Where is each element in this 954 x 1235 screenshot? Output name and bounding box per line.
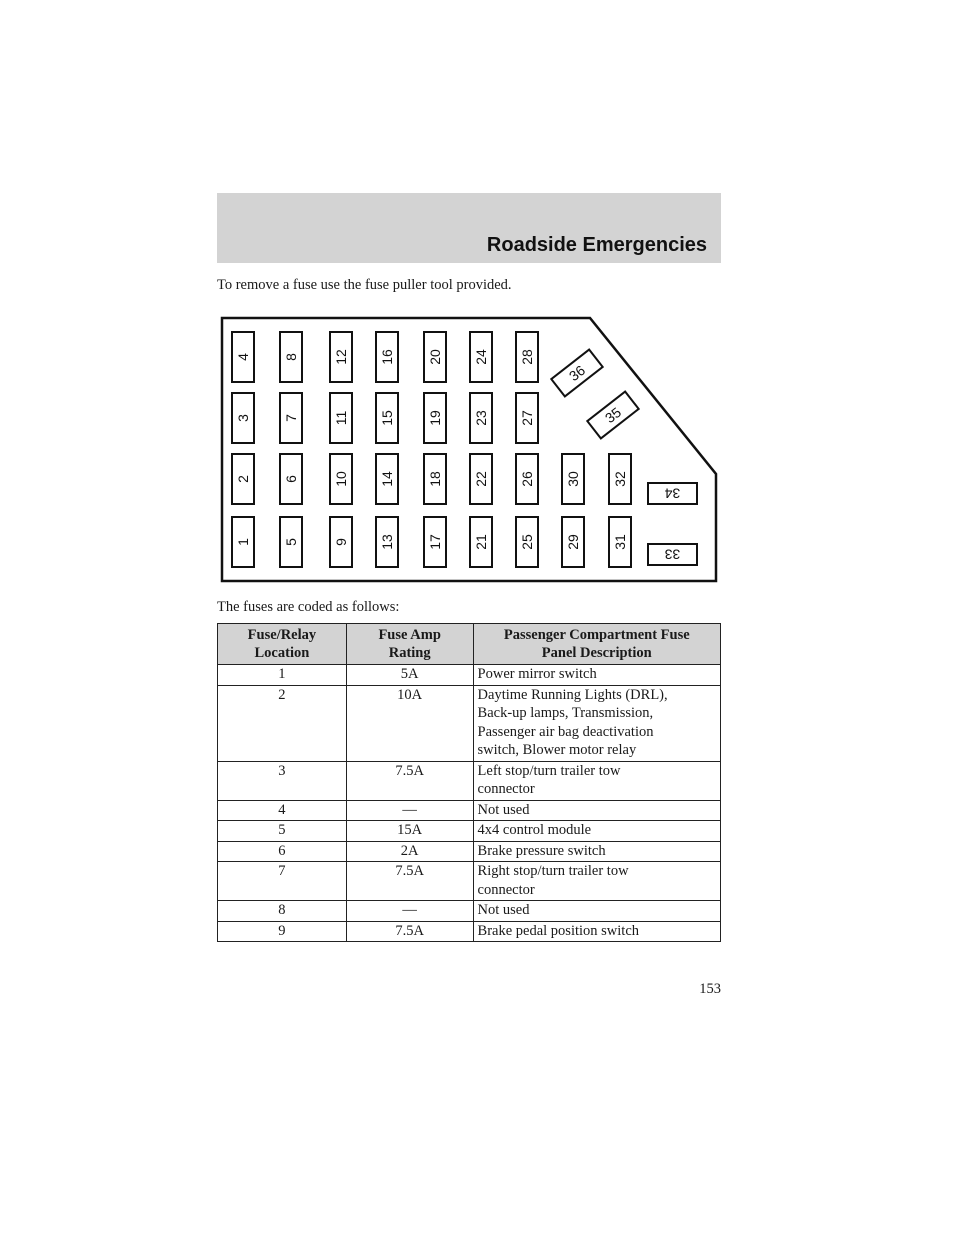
fuse-24	[470, 332, 492, 382]
fuse-5	[280, 517, 302, 567]
fuse-label: 28	[519, 349, 535, 365]
cell-description: Brake pedal position switch	[473, 921, 720, 942]
fuse-10	[330, 454, 352, 504]
cell-description: Power mirror switch	[473, 665, 720, 686]
fuse-label: 34	[664, 485, 681, 502]
table-row	[218, 862, 721, 901]
table-row	[218, 761, 721, 800]
fuse-23	[470, 393, 492, 443]
fuse-label: 30	[565, 471, 581, 487]
fuse-label: 8	[283, 353, 299, 361]
fuse-label: 26	[519, 471, 535, 487]
fuse-label: 33	[664, 546, 681, 563]
section-title: Roadside Emergencies	[486, 234, 707, 256]
page-number: 153	[699, 981, 721, 997]
fuse-label: 2	[235, 475, 251, 483]
fuse-label: 16	[379, 349, 395, 365]
cell-description: Not used	[473, 901, 720, 922]
fuse-label: 23	[473, 410, 489, 426]
fuse-label: 17	[427, 534, 443, 550]
cell-rating: 7.5A	[346, 921, 473, 942]
fuse-label: 31	[612, 534, 628, 550]
fuse-label: 32	[612, 471, 628, 487]
fuse-33	[648, 544, 697, 565]
cell-rating: 7.5A	[346, 761, 473, 800]
fuse-label: 7	[283, 414, 299, 422]
table-row	[218, 821, 721, 842]
fuse-18	[424, 454, 446, 504]
fuse-label: 3	[235, 414, 251, 422]
fuse-table	[217, 623, 721, 942]
header-location: Fuse/Relay Location	[218, 624, 347, 665]
fuse-2	[232, 454, 254, 504]
fuse-label: 19	[427, 410, 443, 426]
fuse-label: 18	[427, 471, 443, 487]
fuse-22	[470, 454, 492, 504]
fuse-label: 5	[283, 538, 299, 546]
coded-text: The fuses are coded as follows:	[217, 599, 400, 615]
fuse-panel-diagram	[220, 316, 720, 584]
fuse-34	[648, 483, 697, 504]
fuse-6	[280, 454, 302, 504]
fuse-29	[562, 517, 584, 567]
table-row	[218, 685, 721, 761]
fuse-15	[376, 393, 398, 443]
fuse-17	[424, 517, 446, 567]
fuse-label: 14	[379, 471, 395, 487]
cell-description: Left stop/turn trailer tow connector	[473, 761, 720, 800]
fuse-label: 12	[333, 349, 349, 365]
fuse-20	[424, 332, 446, 382]
fuse-9	[330, 517, 352, 567]
cell-location: 6	[218, 841, 347, 862]
fuse-label: 1	[235, 538, 251, 546]
cell-rating: 15A	[346, 821, 473, 842]
section-header-band	[217, 193, 721, 263]
cell-rating: 10A	[346, 685, 473, 761]
table-row	[218, 901, 721, 922]
fuse-27	[516, 393, 538, 443]
fuse-label: 24	[473, 349, 489, 365]
fuse-label: 36	[565, 361, 589, 385]
fuse-label: 21	[473, 534, 489, 550]
fuse-label: 35	[601, 403, 625, 427]
fuse-13	[376, 517, 398, 567]
cell-rating: 5A	[346, 665, 473, 686]
fuse-label: 15	[379, 410, 395, 426]
cell-location: 4	[218, 800, 347, 821]
fuse-28	[516, 332, 538, 382]
fuse-1	[232, 517, 254, 567]
fuse-26	[516, 454, 538, 504]
cell-description: 4x4 control module	[473, 821, 720, 842]
cell-location: 9	[218, 921, 347, 942]
fuse-8	[280, 332, 302, 382]
cell-description: Not used	[473, 800, 720, 821]
fuse-label: 25	[519, 534, 535, 550]
fuse-label: 27	[519, 410, 535, 426]
cell-location: 3	[218, 761, 347, 800]
cell-rating: —	[346, 800, 473, 821]
fuse-16	[376, 332, 398, 382]
fuse-3	[232, 393, 254, 443]
header-rating: Fuse Amp Rating	[346, 624, 473, 665]
fuse-31	[609, 517, 631, 567]
fuse-19	[424, 393, 446, 443]
fuse-4	[232, 332, 254, 382]
fuse-label: 10	[333, 471, 349, 487]
fuse-table-header-row	[218, 624, 721, 665]
cell-location: 2	[218, 685, 347, 761]
table-row	[218, 921, 721, 942]
table-row	[218, 841, 721, 862]
cell-rating: 2A	[346, 841, 473, 862]
cell-rating: 7.5A	[346, 862, 473, 901]
fuse-label: 29	[565, 534, 581, 550]
cell-description: Right stop/turn trailer tow connector	[473, 862, 720, 901]
table-row	[218, 800, 721, 821]
fuse-label: 6	[283, 475, 299, 483]
cell-location: 8	[218, 901, 347, 922]
fuse-label: 9	[333, 538, 349, 546]
fuse-label: 22	[473, 471, 489, 487]
fuse-label: 20	[427, 349, 443, 365]
cell-rating: —	[346, 901, 473, 922]
table-row	[218, 665, 721, 686]
fuse-7	[280, 393, 302, 443]
fuse-32	[609, 454, 631, 504]
fuse-12	[330, 332, 352, 382]
fuse-21	[470, 517, 492, 567]
fuse-11	[330, 393, 352, 443]
fuse-label: 13	[379, 534, 395, 550]
cell-description: Brake pressure switch	[473, 841, 720, 862]
intro-text: To remove a fuse use the fuse puller tool provided.	[217, 277, 512, 293]
fuse-label: 11	[333, 410, 349, 426]
header-description: Passenger Compartment Fuse Panel Description	[473, 624, 720, 665]
fuse-14	[376, 454, 398, 504]
fuse-25	[516, 517, 538, 567]
cell-location: 7	[218, 862, 347, 901]
cell-location: 5	[218, 821, 347, 842]
fuse-30	[562, 454, 584, 504]
cell-description: Daytime Running Lights (DRL), Back-up lamps, Transmission, Passenger air bag deactivation switch, Blower motor relay	[473, 685, 720, 761]
fuse-label: 4	[235, 353, 251, 361]
cell-location: 1	[218, 665, 347, 686]
